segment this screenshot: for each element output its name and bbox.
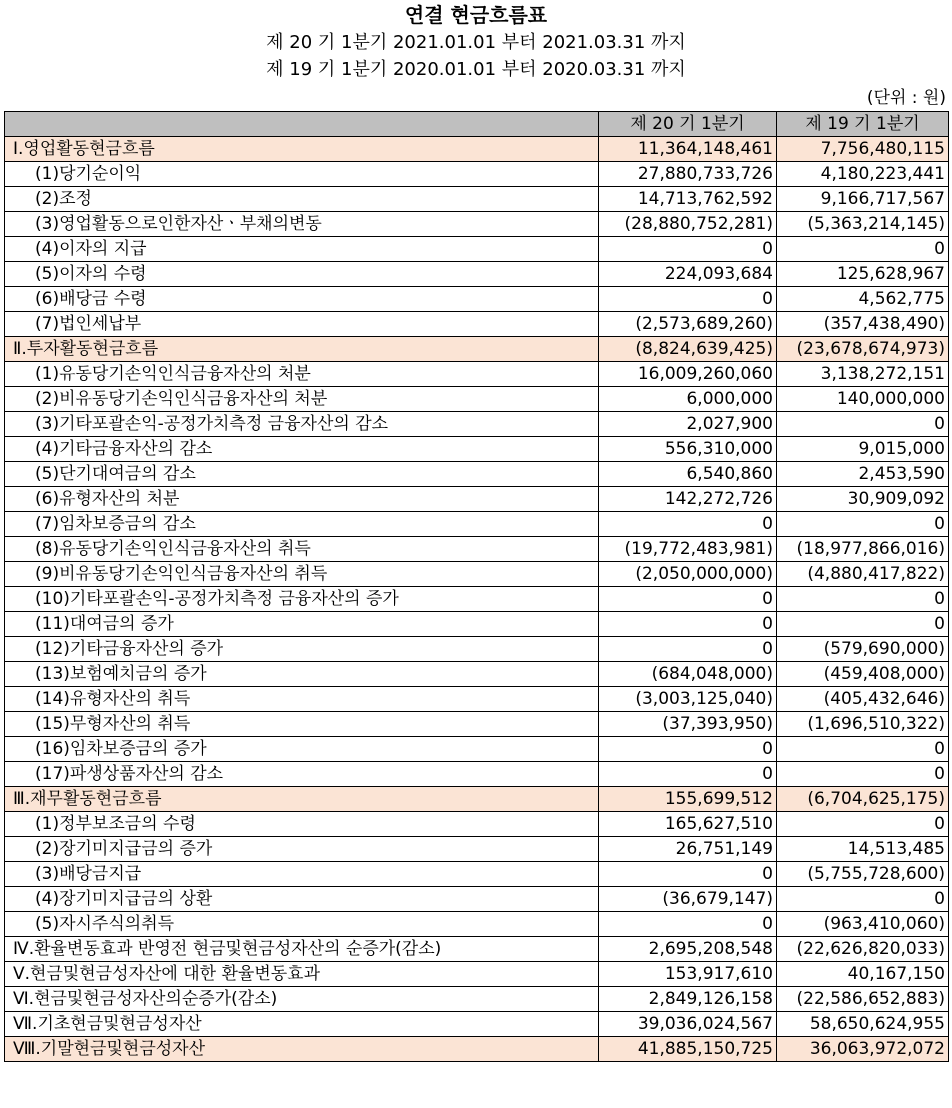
- row-value-prior: 9,015,000: [777, 437, 949, 462]
- row-label: (4)기타금융자산의 감소: [5, 437, 599, 462]
- row-label: (11)대여금의 증가: [5, 612, 599, 637]
- row-value-current: 41,885,150,725: [599, 1037, 777, 1062]
- row-value-prior: 0: [777, 587, 949, 612]
- row-value-prior: 3,138,272,151: [777, 362, 949, 387]
- row-value-prior: (5,363,214,145): [777, 212, 949, 237]
- row-label: (5)단기대여금의 감소: [5, 462, 599, 487]
- row-label: (12)기타금융자산의 증가: [5, 637, 599, 662]
- row-value-current: 6,540,860: [599, 462, 777, 487]
- row-value-prior: 0: [777, 762, 949, 787]
- row-label: (14)유형자산의 취득: [5, 687, 599, 712]
- row-value-current: 0: [599, 737, 777, 762]
- row-value-prior: (405,432,646): [777, 687, 949, 712]
- row-value-prior: 0: [777, 612, 949, 637]
- table-row: [5, 787, 949, 812]
- row-label: Ⅲ.재무활동현금흐름: [5, 787, 599, 812]
- row-label: (16)임차보증금의 증가: [5, 737, 599, 762]
- row-value-current: 165,627,510: [599, 812, 777, 837]
- table-row: [5, 387, 949, 412]
- row-value-current: 0: [599, 237, 777, 262]
- row-value-prior: (22,586,652,883): [777, 987, 949, 1012]
- row-label: (10)기타포괄손익-공정가치측정 금융자산의 증가: [5, 587, 599, 612]
- table-row: [5, 512, 949, 537]
- table-row: [5, 1037, 949, 1062]
- row-value-current: 0: [599, 762, 777, 787]
- row-value-prior: 0: [777, 412, 949, 437]
- table-row: [5, 212, 949, 237]
- row-value-prior: (4,880,417,822): [777, 562, 949, 587]
- table-row: [5, 987, 949, 1012]
- table-row: [5, 412, 949, 437]
- row-value-current: 0: [599, 612, 777, 637]
- table-row: [5, 187, 949, 212]
- table-body: [5, 137, 949, 1062]
- statement-title: 연결 현금흐름표: [404, 3, 548, 27]
- row-value-prior: 0: [777, 737, 949, 762]
- row-value-current: 26,751,149: [599, 837, 777, 862]
- row-label: (3)영업활동으로인한자산ㆍ부채의변동: [5, 212, 599, 237]
- row-label: (1)유동당기손익인식금융자산의 처분: [5, 362, 599, 387]
- row-label: (8)유동당기손익인식금융자산의 취득: [5, 537, 599, 562]
- row-value-prior: 0: [777, 887, 949, 912]
- table-row: [5, 662, 949, 687]
- row-value-current: 27,880,733,726: [599, 162, 777, 187]
- table-row: [5, 262, 949, 287]
- row-label: (6)배당금 수령: [5, 287, 599, 312]
- table-row: [5, 612, 949, 637]
- row-value-current: 0: [599, 862, 777, 887]
- row-value-prior: 125,628,967: [777, 262, 949, 287]
- unit-label: (단위 : 원): [866, 88, 946, 108]
- row-value-current: 153,917,610: [599, 962, 777, 987]
- row-label: Ⅳ.환율변동효과 반영전 현금및현금성자산의 순증가(감소): [5, 937, 599, 962]
- row-value-prior: (579,690,000): [777, 637, 949, 662]
- table-row: [5, 162, 949, 187]
- table-row: [5, 237, 949, 262]
- row-value-prior: (963,410,060): [777, 912, 949, 937]
- row-value-current: 0: [599, 912, 777, 937]
- row-value-prior: 30,909,092: [777, 487, 949, 512]
- row-label: (13)보험예치금의 증가: [5, 662, 599, 687]
- row-label: Ⅷ.기말현금및현금성자산: [5, 1037, 599, 1062]
- row-value-prior: (357,438,490): [777, 312, 949, 337]
- row-value-current: 0: [599, 287, 777, 312]
- table-row: [5, 137, 949, 162]
- table-row: [5, 312, 949, 337]
- table-row: [5, 762, 949, 787]
- header-label-cell: [5, 112, 599, 137]
- row-value-current: 16,009,260,060: [599, 362, 777, 387]
- row-label: (4)장기미지급금의 상환: [5, 887, 599, 912]
- period-prior: 제 19 기 1분기 2020.01.01 부터 2020.03.31 까지: [266, 59, 686, 80]
- row-label: (1)당기순이익: [5, 162, 599, 187]
- row-value-current: (36,679,147): [599, 887, 777, 912]
- header-current-period: 제 20 기 1분기: [599, 112, 777, 137]
- row-value-prior: 40,167,150: [777, 962, 949, 987]
- row-label: (1)정부보조금의 수령: [5, 812, 599, 837]
- row-label: Ⅴ.현금및현금성자산에 대한 환율변동효과: [5, 962, 599, 987]
- row-value-prior: (23,678,674,973): [777, 337, 949, 362]
- row-value-current: (2,050,000,000): [599, 562, 777, 587]
- row-label: (2)조정: [5, 187, 599, 212]
- row-label: Ⅰ.영업활동현금흐름: [5, 137, 599, 162]
- row-value-current: 155,699,512: [599, 787, 777, 812]
- row-value-current: 14,713,762,592: [599, 187, 777, 212]
- row-label: (9)비유동당기손익인식금융자산의 취득: [5, 562, 599, 587]
- row-value-current: 2,849,126,158: [599, 987, 777, 1012]
- table-row: [5, 587, 949, 612]
- row-label: (3)배당금지급: [5, 862, 599, 887]
- row-value-prior: 58,650,624,955: [777, 1012, 949, 1037]
- row-value-current: (19,772,483,981): [599, 537, 777, 562]
- period-current: 제 20 기 1분기 2021.01.01 부터 2021.03.31 까지: [266, 32, 686, 53]
- row-value-prior: 0: [777, 237, 949, 262]
- row-value-current: 0: [599, 512, 777, 537]
- table-row: [5, 887, 949, 912]
- row-value-current: 2,695,208,548: [599, 937, 777, 962]
- table-row: [5, 637, 949, 662]
- row-label: (17)파생상품자산의 감소: [5, 762, 599, 787]
- row-value-prior: 2,453,590: [777, 462, 949, 487]
- row-label: Ⅵ.현금및현금성자산의순증가(감소): [5, 987, 599, 1012]
- row-value-prior: 0: [777, 812, 949, 837]
- table-row: [5, 562, 949, 587]
- table-row: [5, 462, 949, 487]
- table-row: [5, 712, 949, 737]
- row-value-prior: 14,513,485: [777, 837, 949, 862]
- table-row: [5, 862, 949, 887]
- row-value-prior: 0: [777, 512, 949, 537]
- row-value-current: 0: [599, 637, 777, 662]
- row-value-prior: (22,626,820,033): [777, 937, 949, 962]
- row-value-current: 11,364,148,461: [599, 137, 777, 162]
- row-label: (7)법인세납부: [5, 312, 599, 337]
- row-value-current: (8,824,639,425): [599, 337, 777, 362]
- table-row: [5, 487, 949, 512]
- row-value-prior: (18,977,866,016): [777, 537, 949, 562]
- row-label: (2)비유동당기손익인식금융자산의 처분: [5, 387, 599, 412]
- row-label: (3)기타포괄손익-공정가치측정 금융자산의 감소: [5, 412, 599, 437]
- row-label: (5)자시주식의취득: [5, 912, 599, 937]
- row-value-prior: (5,755,728,600): [777, 862, 949, 887]
- table-row: [5, 337, 949, 362]
- row-value-current: (3,003,125,040): [599, 687, 777, 712]
- row-value-current: (684,048,000): [599, 662, 777, 687]
- row-value-current: 39,036,024,567: [599, 1012, 777, 1037]
- row-value-prior: 7,756,480,115: [777, 137, 949, 162]
- row-value-prior: (6,704,625,175): [777, 787, 949, 812]
- row-label: (15)무형자산의 취득: [5, 712, 599, 737]
- table-row: [5, 287, 949, 312]
- table-row: [5, 537, 949, 562]
- row-label: (5)이자의 수령: [5, 262, 599, 287]
- row-value-prior: 9,166,717,567: [777, 187, 949, 212]
- row-value-current: 556,310,000: [599, 437, 777, 462]
- row-value-prior: 4,562,775: [777, 287, 949, 312]
- row-value-prior: 4,180,223,441: [777, 162, 949, 187]
- table-row: [5, 437, 949, 462]
- table-row: [5, 962, 949, 987]
- row-label: (6)유형자산의 처분: [5, 487, 599, 512]
- row-value-current: 6,000,000: [599, 387, 777, 412]
- row-value-prior: 36,063,972,072: [777, 1037, 949, 1062]
- table-row: [5, 362, 949, 387]
- row-value-prior: 140,000,000: [777, 387, 949, 412]
- table-row: [5, 837, 949, 862]
- row-label: Ⅶ.기초현금및현금성자산: [5, 1012, 599, 1037]
- table-row: [5, 1012, 949, 1037]
- row-value-prior: (1,696,510,322): [777, 712, 949, 737]
- cash-flow-table: [4, 111, 949, 1062]
- table-row: [5, 937, 949, 962]
- row-label: (7)임차보증금의 감소: [5, 512, 599, 537]
- row-label: (4)이자의 지급: [5, 237, 599, 262]
- row-label: (2)장기미지급금의 증가: [5, 837, 599, 862]
- header-prior-period: 제 19 기 1분기: [777, 112, 949, 137]
- row-value-current: 0: [599, 587, 777, 612]
- row-value-current: 224,093,684: [599, 262, 777, 287]
- table-row: [5, 812, 949, 837]
- row-value-current: 142,272,726: [599, 487, 777, 512]
- row-value-current: 2,027,900: [599, 412, 777, 437]
- table-header-row: [5, 112, 949, 137]
- table-row: [5, 737, 949, 762]
- table-row: [5, 912, 949, 937]
- row-label: Ⅱ.투자활동현금흐름: [5, 337, 599, 362]
- row-value-current: (2,573,689,260): [599, 312, 777, 337]
- row-value-prior: (459,408,000): [777, 662, 949, 687]
- row-value-current: (37,393,950): [599, 712, 777, 737]
- table-row: [5, 687, 949, 712]
- row-value-current: (28,880,752,281): [599, 212, 777, 237]
